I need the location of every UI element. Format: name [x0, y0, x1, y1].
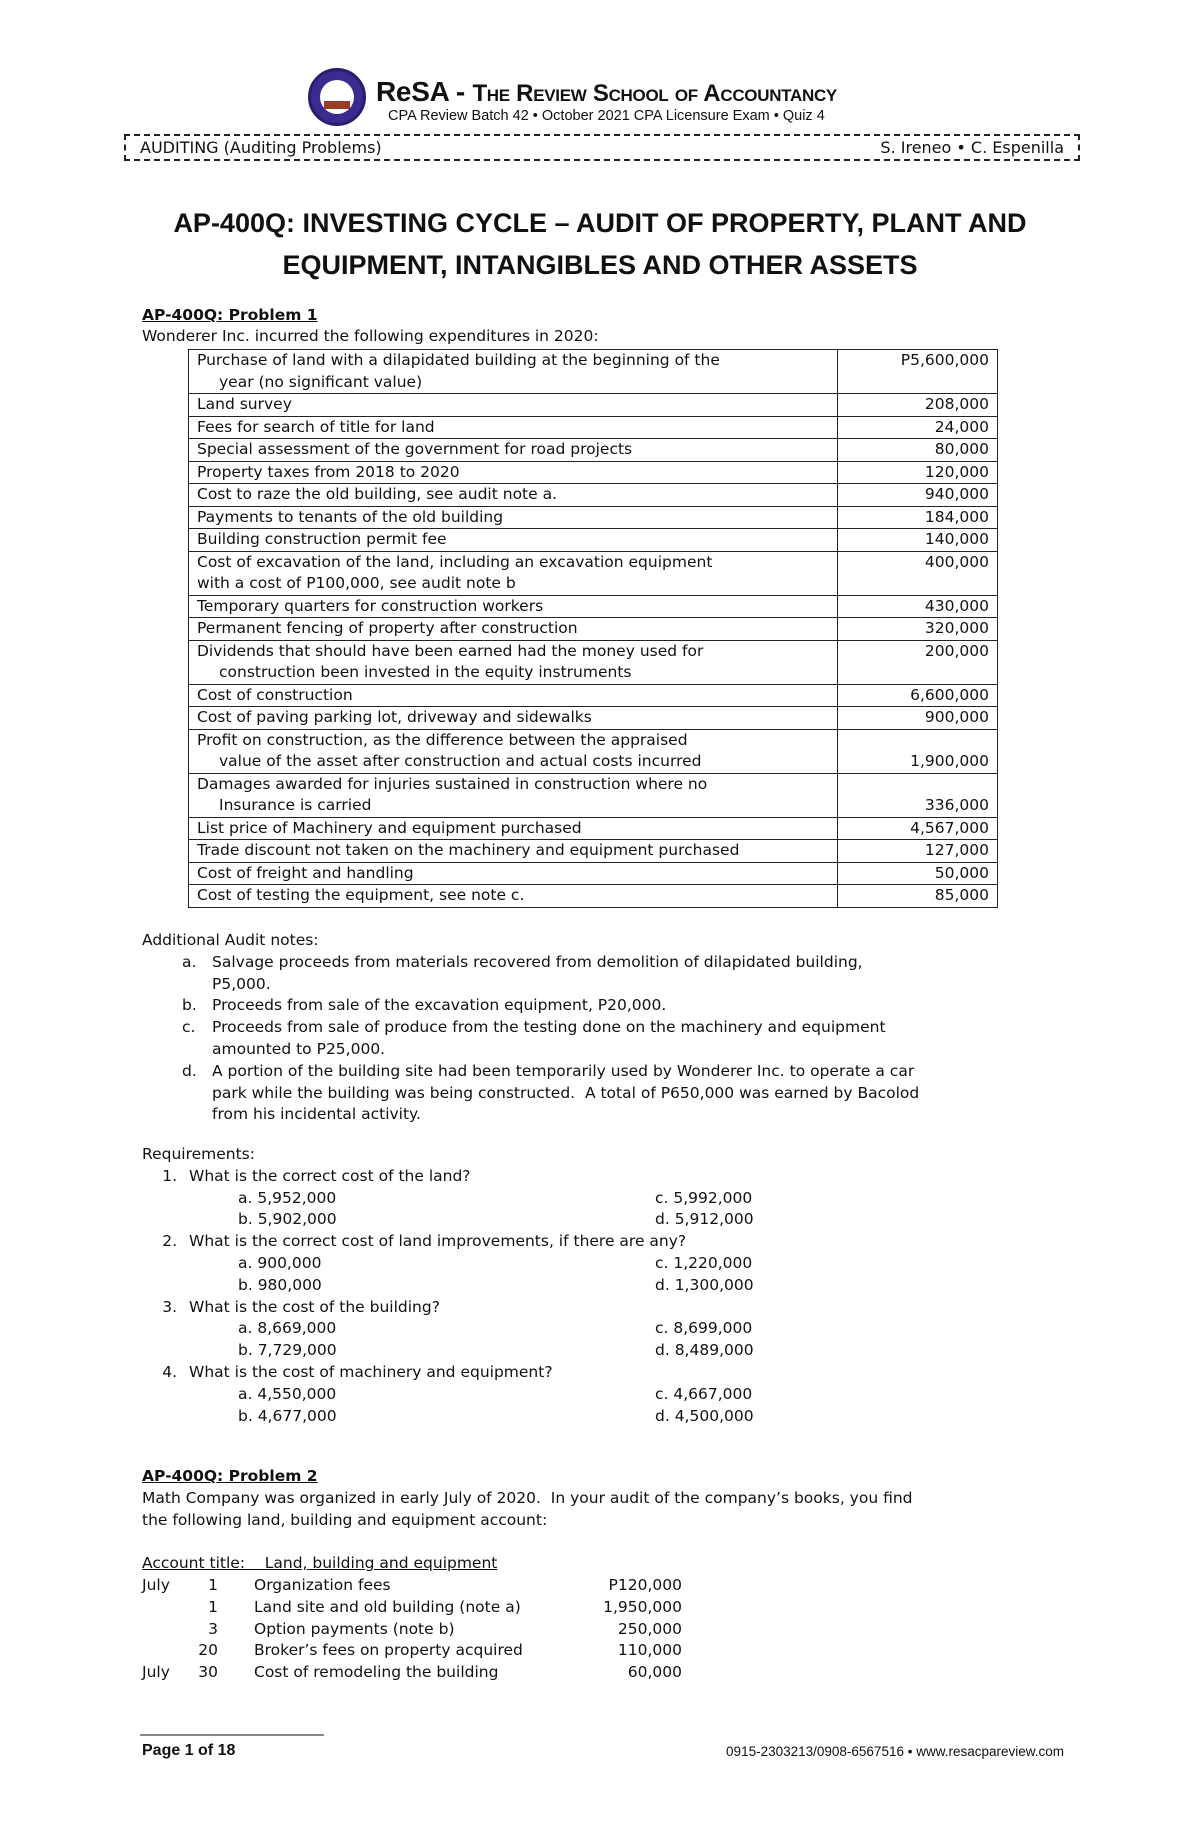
problem1-intro: Wonderer Inc. incurred the following expenditures in 2020:	[142, 327, 599, 345]
note-letter: b.	[182, 996, 197, 1015]
question	[142, 1231, 754, 1253]
expense-amount: 140,000	[838, 529, 998, 552]
note-text	[212, 1017, 886, 1061]
description-line: Property taxes from 2018 to 2020	[197, 462, 460, 481]
option-row	[142, 1318, 754, 1340]
table-row	[189, 551, 998, 595]
table-row	[189, 707, 998, 730]
table-row	[189, 461, 998, 484]
title-line-1: AP-400Q: INVESTING CYCLE – AUDIT OF PROPERTY, PLANT AND	[173, 208, 1027, 238]
option-c: c. 1,220,000	[655, 1253, 753, 1272]
entry-amount: 250,000	[617, 1619, 682, 1638]
option-row	[142, 1384, 754, 1406]
expense-description	[189, 817, 838, 840]
question	[142, 1166, 754, 1188]
entry-month	[142, 1619, 182, 1641]
expense-amount: P5,600,000	[838, 350, 998, 394]
authors: S. Ireneo • C. Espenilla	[880, 138, 1064, 157]
option-b: b. 4,677,000	[238, 1406, 337, 1425]
expense-amount: 4,567,000	[838, 817, 998, 840]
note-line: Salvage proceeds from materials recovered from demolition of dilapidated building,	[212, 952, 863, 971]
option-b: b. 5,902,000	[238, 1210, 337, 1229]
note-item	[142, 995, 919, 1017]
table-row	[189, 684, 998, 707]
note-text	[212, 995, 666, 1017]
option-row	[142, 1275, 754, 1297]
description-line: Special assessment of the government for road projects	[197, 440, 633, 458]
school-title: The Review School of Accountancy	[472, 80, 837, 107]
expense-amount: 120,000	[838, 461, 998, 484]
expense-amount: 24,000	[838, 416, 998, 439]
table-row	[189, 862, 998, 885]
entry-amount: 110,000	[617, 1641, 682, 1660]
expense-amount: 320,000	[838, 618, 998, 641]
expense-description	[189, 729, 838, 773]
note-line: Proceeds from sale of produce from the testing done on the machinery and equipment	[212, 1018, 886, 1037]
option-row	[142, 1406, 754, 1428]
description-line: Cost of testing the equipment, see note c.	[197, 886, 525, 904]
entry-description: Organization fees	[254, 1575, 391, 1594]
table-row	[189, 840, 998, 863]
problem1-heading: AP-400Q: Problem 1	[142, 306, 318, 324]
description-line: Cost of construction	[197, 685, 353, 704]
table-row	[189, 506, 998, 529]
expense-amount: 1,900,000	[838, 729, 998, 773]
question-text: What is the cost of machinery and equipment?	[189, 1362, 553, 1381]
entry-month: July	[142, 1575, 170, 1594]
table-row	[189, 729, 998, 773]
question-text: What is the cost of the building?	[189, 1297, 440, 1316]
option-b: b. 7,729,000	[238, 1341, 337, 1360]
expenditures-table	[188, 349, 998, 908]
note-letter: c.	[182, 1018, 196, 1037]
audit-notes	[142, 930, 919, 1126]
note-text	[212, 952, 863, 996]
option-row	[142, 1340, 754, 1362]
expense-description	[189, 416, 838, 439]
page-number: Page 1 of 18	[142, 1742, 236, 1759]
notes-heading: Additional Audit notes:	[142, 931, 319, 949]
question-text: What is the correct cost of the land?	[189, 1166, 471, 1185]
entry-day: 1	[208, 1597, 218, 1616]
account-entry	[142, 1597, 682, 1619]
account-entries	[142, 1575, 682, 1684]
expense-description	[189, 551, 838, 595]
description-line: Trade discount not taken on the machinery and equipment purchased	[197, 841, 740, 859]
description-line: Cost of freight and handling	[197, 863, 414, 882]
table-row	[189, 885, 998, 908]
option-a: a. 4,550,000	[238, 1384, 337, 1403]
problem2-intro-1: Math Company was organized in early July of 2020. In your audit of the company’s books, you find	[142, 1488, 913, 1507]
entry-month	[142, 1597, 182, 1619]
entry-amount: 60,000	[627, 1663, 682, 1682]
option-a: a. 8,669,000	[238, 1319, 337, 1338]
expense-amount: 184,000	[838, 506, 998, 529]
note-item	[142, 1061, 919, 1126]
problem2	[142, 1466, 913, 1684]
table-row	[189, 618, 998, 641]
option-row	[142, 1188, 754, 1210]
account-entry	[142, 1640, 682, 1662]
expense-amount: 336,000	[838, 773, 998, 817]
option-a: a. 5,952,000	[238, 1188, 337, 1207]
entry-month: July	[142, 1663, 170, 1682]
description-line: construction been invested in the equity instruments	[219, 663, 632, 681]
expense-description	[189, 862, 838, 885]
expense-description	[189, 618, 838, 641]
description-line: Cost to raze the old building, see audit note a.	[197, 485, 558, 503]
option-c: c. 4,667,000	[655, 1384, 753, 1403]
note-line: park while the building was being constructed. A total of P650,000 was earned by Bacolod	[212, 1083, 920, 1102]
expense-amount: 6,600,000	[838, 684, 998, 707]
description-line: Insurance is carried	[219, 796, 372, 814]
option-row	[142, 1209, 754, 1231]
note-line: amounted to P25,000.	[212, 1039, 386, 1058]
option-d: d. 5,912,000	[655, 1210, 754, 1229]
question-number: 4.	[162, 1362, 177, 1381]
description-line: Dividends that should have been earned had the money used for	[197, 641, 704, 660]
expense-amount: 85,000	[838, 885, 998, 908]
entry-description: Land site and old building (note a)	[254, 1597, 521, 1616]
description-line: Fees for search of title for land	[197, 417, 435, 436]
table-row	[189, 394, 998, 417]
entry-day: 1	[208, 1575, 218, 1594]
description-line: Land survey	[197, 395, 292, 413]
note-text	[212, 1061, 919, 1126]
table-row	[189, 529, 998, 552]
expense-description	[189, 684, 838, 707]
note-line: from his incidental activity.	[212, 1105, 421, 1124]
description-line: Permanent fencing of property after construction	[197, 619, 578, 637]
expense-description	[189, 484, 838, 507]
account-entry	[142, 1575, 682, 1597]
option-d: d. 4,500,000	[655, 1406, 754, 1425]
batch-line: CPA Review Batch 42 • October 2021 CPA Licensure Exam • Quiz 4	[388, 108, 825, 124]
note-letter: d.	[182, 1061, 197, 1080]
account-title: Account title: Land, building and equipment	[142, 1554, 498, 1573]
account-entry	[142, 1619, 682, 1641]
entry-amount: P120,000	[608, 1575, 682, 1594]
table-row	[189, 350, 998, 394]
question-number: 1.	[162, 1166, 177, 1185]
expense-amount: 900,000	[838, 707, 998, 730]
question-number: 2.	[162, 1232, 177, 1251]
option-a: a. 900,000	[238, 1253, 322, 1272]
description-line: Cost of excavation of the land, including an excavation equipment	[197, 552, 713, 571]
option-row	[142, 1253, 754, 1275]
description-line: with a cost of P100,000, see audit note b	[197, 574, 516, 592]
description-line: Cost of paving parking lot, driveway and sidewalks	[197, 708, 592, 726]
expense-amount: 940,000	[838, 484, 998, 507]
question	[142, 1297, 754, 1319]
description-line: value of the asset after construction and actual costs incurred	[219, 752, 702, 770]
note-line: P5,000.	[212, 974, 271, 993]
expense-description	[189, 595, 838, 618]
note-line: Proceeds from sale of the excavation equipment, P20,000.	[212, 996, 667, 1015]
school-prefix: ReSA -	[376, 76, 473, 107]
subject: AUDITING (Auditing Problems)	[140, 138, 382, 157]
description-line: Building construction permit fee	[197, 530, 447, 548]
expense-amount: 430,000	[838, 595, 998, 618]
resa-logo	[308, 68, 366, 126]
entry-amount: 1,950,000	[603, 1597, 682, 1616]
option-d: d. 8,489,000	[655, 1341, 754, 1360]
description-line: year (no significant value)	[219, 372, 423, 391]
table-row	[189, 439, 998, 462]
document-title	[0, 202, 1200, 286]
option-c: c. 8,699,000	[655, 1319, 753, 1338]
school-name	[376, 76, 837, 108]
expense-description	[189, 350, 838, 394]
option-c: c. 5,992,000	[655, 1188, 753, 1207]
table-row	[189, 416, 998, 439]
expense-amount: 50,000	[838, 862, 998, 885]
table-row	[189, 595, 998, 618]
expense-description	[189, 439, 838, 462]
note-letter: a.	[182, 952, 197, 971]
expense-description	[189, 529, 838, 552]
account-entry	[142, 1662, 682, 1684]
requirements-heading: Requirements:	[142, 1145, 255, 1163]
description-line: Payments to tenants of the old building	[197, 507, 504, 526]
option-d: d. 1,300,000	[655, 1275, 754, 1294]
expense-amount: 200,000	[838, 640, 998, 684]
question	[142, 1362, 754, 1384]
description-line: Purchase of land with a dilapidated building at the beginning of the	[197, 351, 720, 369]
entry-description: Option payments (note b)	[254, 1619, 455, 1638]
expense-amount: 400,000	[838, 551, 998, 595]
problem2-intro-2: the following land, building and equipment account:	[142, 1510, 548, 1529]
entry-description: Broker’s fees on property acquired	[254, 1641, 523, 1660]
expense-description	[189, 394, 838, 417]
table-row	[189, 817, 998, 840]
expense-description	[189, 640, 838, 684]
question-number: 3.	[162, 1297, 177, 1316]
note-item	[142, 1017, 919, 1061]
question-text: What is the correct cost of land improvements, if there are any?	[189, 1232, 687, 1251]
description-line: Profit on construction, as the difference between the appraised	[197, 730, 688, 749]
requirements	[142, 1144, 754, 1427]
note-item	[142, 952, 919, 996]
table-row	[189, 773, 998, 817]
table-row	[189, 640, 998, 684]
expense-amount: 208,000	[838, 394, 998, 417]
footer-rule	[140, 1734, 324, 1736]
option-b: b. 980,000	[238, 1275, 322, 1294]
problem2-heading: AP-400Q: Problem 2	[142, 1467, 318, 1485]
expense-amount: 127,000	[838, 840, 998, 863]
expense-description	[189, 506, 838, 529]
description-line: List price of Machinery and equipment purchased	[197, 818, 582, 837]
entry-day: 30	[198, 1663, 218, 1682]
entry-description: Cost of remodeling the building	[254, 1663, 499, 1682]
entry-day: 3	[208, 1619, 218, 1638]
expense-description	[189, 707, 838, 730]
description-line: Temporary quarters for construction workers	[197, 596, 544, 615]
note-line: A portion of the building site had been temporarily used by Wonderer Inc. to operate a car	[212, 1061, 915, 1080]
contact-info: 0915-2303213/0908-6567516 • www.resacpareview.com	[726, 1744, 1064, 1759]
expense-description	[189, 885, 838, 908]
table-row	[189, 484, 998, 507]
expense-description	[189, 773, 838, 817]
description-line: Damages awarded for injuries sustained in construction where no	[197, 774, 708, 793]
expense-description	[189, 840, 838, 863]
expense-amount: 80,000	[838, 439, 998, 462]
title-line-2: EQUIPMENT, INTANGIBLES AND OTHER ASSETS	[282, 250, 918, 280]
entry-day: 20	[198, 1641, 218, 1660]
subject-box	[124, 134, 1080, 161]
entry-month	[142, 1640, 182, 1662]
expense-description	[189, 461, 838, 484]
